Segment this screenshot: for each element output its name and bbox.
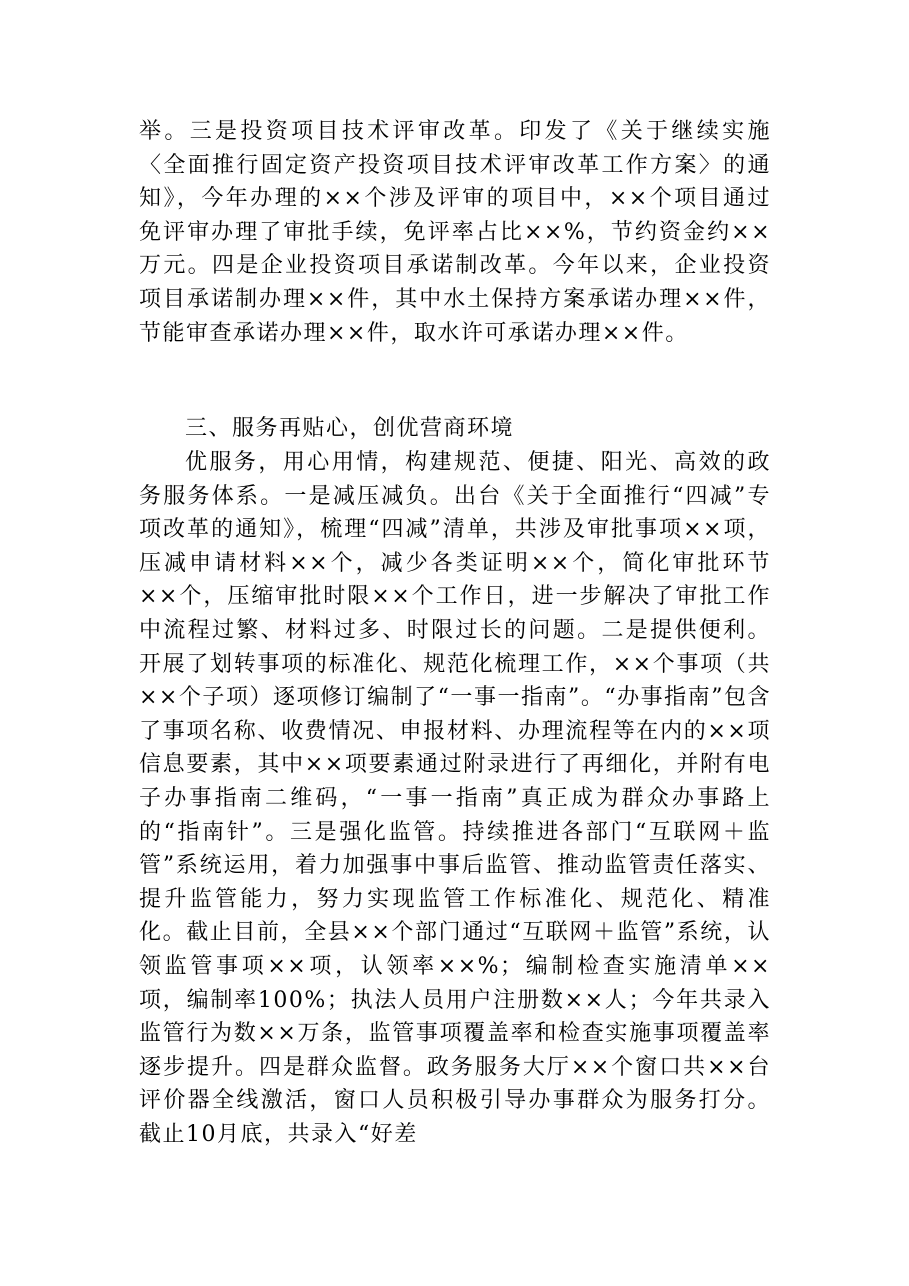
- section-heading: 三、服务再贴心，创优营商环境: [185, 416, 515, 441]
- body-paragraph-1: 举。三是投资项目技术评审改革。印发了《关于继续实施〈全面推行固定资产投资项目技术评审改革工作方案〉的通知》，今年办理的××个涉及评审的项目中，××个项目通过免评审办理了审批手续，免评率占比××%，节约资金约××万元。四是企业投资项目承诺制改革。今年以来，企业投资项目承诺制办理××件，其中水土保持方案承诺办理××件，节能审查承诺办理××件，取水许可承诺办理××件。: [139, 119, 771, 346]
- body-paragraph-2: 优服务，用心用情，构建规范、便捷、阳光、高效的政务服务体系。一是减压减负。出台《关于全面推行“四减”专项改革的通知》，梳理“四减”清单，共涉及审批事项××项，压减申请材料××个，减少各类证明××个，简化审批环节××个，压缩审批时限××个工作日，进一步解决了审批工作中流程过繁、材料过多、时限过长的问题。二是提供便利。开展了划转事项的标准化、规范化梳理工作，××个事项（共××个子项）逐项修订编制了“一事一指南”。“办事指南”包含了事项名称、收费情况、申报材料、办理流程等在内的××项信息要素，其中××项要素通过附录进行了再细化，并附有电子办事指南二维码，“一事一指南”真正成为群众办事路上的“指南针”。三是强化监管。持续推进各部门“互联网＋监管”系统运用，着力加强事中事后监管、推动监管责任落实、提升监管能力，努力实现监管工作标准化、规范化、精准化。截止目前，全县××个部门通过“互联网＋监管”系统，认领监管事项××项，认领率××%；编制检查实施清单××项，编制率100%；执法人员用户注册数××人；今年共录入监管行为数××万条，监管事项覆盖率和检查实施事项覆盖率逐步提升。四是群众监督。政务服务大厅××个窗口共××台评价器全线激活，窗口人员积极引导办事群众为服务打分。截止10月底，共录入“好差: [139, 450, 771, 1147]
